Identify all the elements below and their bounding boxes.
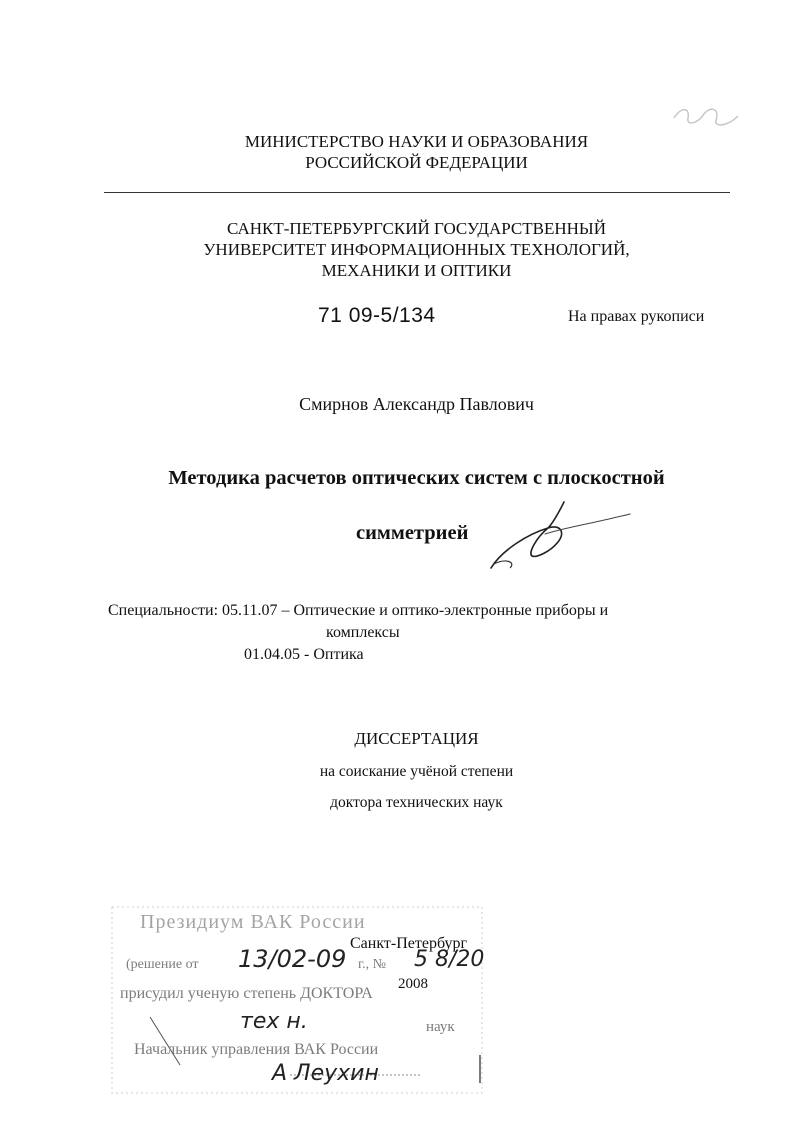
registry-code: 71 09-5/134	[318, 304, 436, 327]
stamp-line-3: присудил ученую степень ДОКТОРА	[120, 985, 373, 1002]
rights-note: На правах рукописи	[568, 308, 705, 325]
stamp-decision-label: (решение от	[126, 957, 199, 972]
stamp-line-1: Президиум ВАК России	[140, 911, 366, 933]
specialty-2: 01.04.05 - Оптика	[244, 646, 364, 663]
author-name: Смирнов Александр Павлович	[299, 394, 534, 414]
stamp-number-label: г., №	[358, 957, 387, 972]
author-signature	[488, 498, 633, 573]
stamp-field-handwritten: тех н.	[240, 1009, 308, 1034]
vak-stamp	[110, 905, 490, 1095]
archive-mark	[668, 96, 748, 136]
header-divider	[104, 192, 730, 193]
specialties-label: Специальности:	[108, 602, 219, 619]
dissertation-degree: доктора технических наук	[330, 794, 503, 811]
specialty-1	[108, 601, 608, 621]
university-heading	[0, 218, 793, 281]
ministry-heading	[0, 131, 793, 173]
stamp-line-4-suffix: наук	[426, 1019, 455, 1035]
stamp-signature: А Леухин	[272, 1061, 379, 1086]
ministry-line-1: МИНИСТЕРСТВО НАУКИ И ОБРАЗОВАНИЯ	[244, 132, 589, 151]
stamp-decision-date: 13/02-09	[238, 945, 347, 973]
university-line-3: МЕХАНИКИ И ОПТИКИ	[321, 261, 512, 280]
city: Санкт-Петербург	[350, 935, 468, 952]
specialty-1-text: – Оптические и оптико-электронные приборы и	[281, 602, 609, 619]
university-line-1: САНКТ-ПЕТЕРБУРГСКИЙ ГОСУДАРСТВЕННЫЙ	[226, 219, 606, 238]
specialty-1-continuation: комплексы	[326, 624, 400, 641]
specialty-1-code: 05.11.07	[222, 602, 278, 619]
dissertation-title-line-2: симметрией	[356, 522, 469, 544]
university-line-2: УНИВЕРСИТЕТ ИНФОРМАЦИОННЫХ ТЕХНОЛОГИЙ,	[203, 240, 630, 259]
stamp-decision-number: 5 8/20	[414, 947, 485, 972]
ministry-line-2: РОССИЙСКОЙ ФЕДЕРАЦИИ	[305, 153, 528, 172]
dissertation-purpose: на соискание учёной степени	[319, 763, 514, 780]
stamp-line-5: Начальник управления ВАК России	[134, 1041, 379, 1058]
dissertation-title-line-1: Методика расчетов оптических систем с плоскостной	[168, 467, 665, 489]
year: 2008	[398, 976, 428, 992]
dissertation-type: ДИССЕРТАЦИЯ	[354, 729, 479, 748]
